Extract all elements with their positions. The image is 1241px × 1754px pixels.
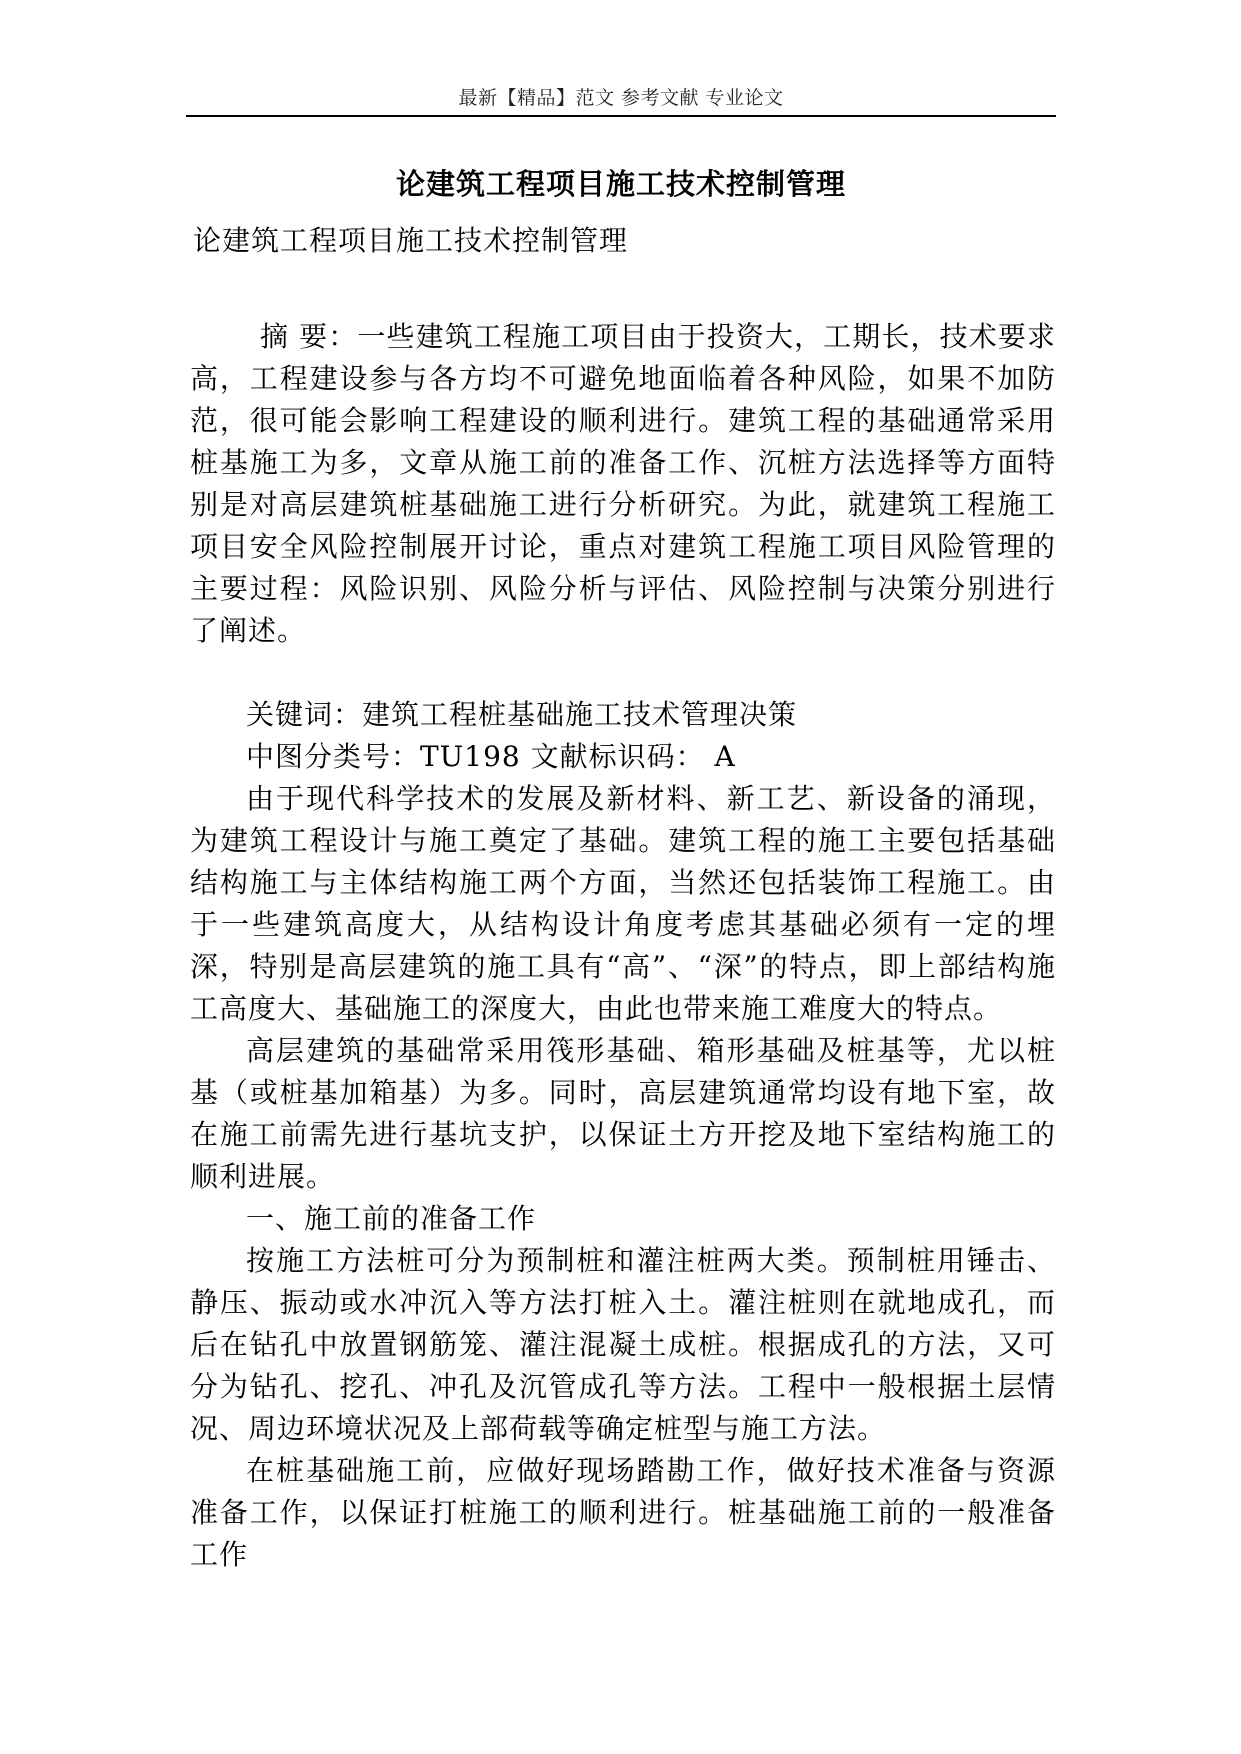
body-paragraph: 按施工方法桩可分为预制桩和灌注桩两大类。预制桩用锤击、静压、振动或水冲沉入等方法打桩入土。灌注桩则在就地成孔，而后在钻孔中放置钢筋笼、灌注混凝土成桩。根据成孔的方法，又可分为钻孔、挖孔、冲孔及沉管成孔等方法。工程中一般根据土层情况、周边环境状况及上部荷载等确定桩型与施工方法。: [190, 1244, 1056, 1445]
abstract-text: 一些建筑工程施工项目由于投资大，工期长，技术要求高，工程建设参与各方均不可避免地面临着各种风险，如果不加防范，很可能会影响工程建设的顺利进行。建筑工程的基础通常采用桩基施工为多，文章从施工前的准备工作、沉桩方法选择等方面特别是对高层建筑桩基础施工进行分析研究。为此，就建筑工程施工项目安全风险控制展开讨论，重点对建筑工程施工项目风险管理的主要过程：风险识别、风险分析与评估、风险控制与决策分别进行了阐述。: [190, 320, 1056, 647]
abstract-paragraph: [190, 316, 1056, 652]
classification-line: 中图分类号：TU198 文献标识码： A: [246, 740, 736, 773]
body-paragraph: 在桩基础施工前，应做好现场踏勘工作，做好技术准备与资源准备工作，以保证打桩施工的顺利进行。桩基础施工前的一般准备工作: [190, 1454, 1056, 1571]
keywords-line: 关键词：建筑工程桩基础施工技术管理决策: [246, 698, 798, 731]
abstract-label: 摘 要：: [260, 320, 358, 353]
document-title: 论建筑工程项目施工技术控制管理: [395, 167, 846, 201]
header-divider: [186, 115, 1056, 117]
document-body: [190, 316, 1056, 1576]
page-header: 最新【精品】范文 参考文献 专业论文: [458, 87, 784, 109]
body-paragraph: 高层建筑的基础常采用筏形基础、箱形基础及桩基等，尤以桩基（或桩基加箱基）为多。同时，高层建筑通常均设有地下室，故在施工前需先进行基坑支护，以保证土方开挖及地下室结构施工的顺利进展。: [190, 1034, 1056, 1193]
document-subtitle: 论建筑工程项目施工技术控制管理: [193, 224, 629, 257]
section-heading: 一、施工前的准备工作: [246, 1202, 537, 1235]
body-paragraph: 由于现代科学技术的发展及新材料、新工艺、新设备的涌现，为建筑工程设计与施工奠定了基础。建筑工程的施工主要包括基础结构施工与主体结构施工两个方面，当然还包括装饰工程施工。由于一些建筑高度大，从结构设计角度考虑其基础必须有一定的埋深，特别是高层建筑的施工具有“高”、“深”的特点，即上部结构施工高度大、基础施工的深度大，由此也带来施工难度大的特点。: [190, 782, 1056, 1025]
